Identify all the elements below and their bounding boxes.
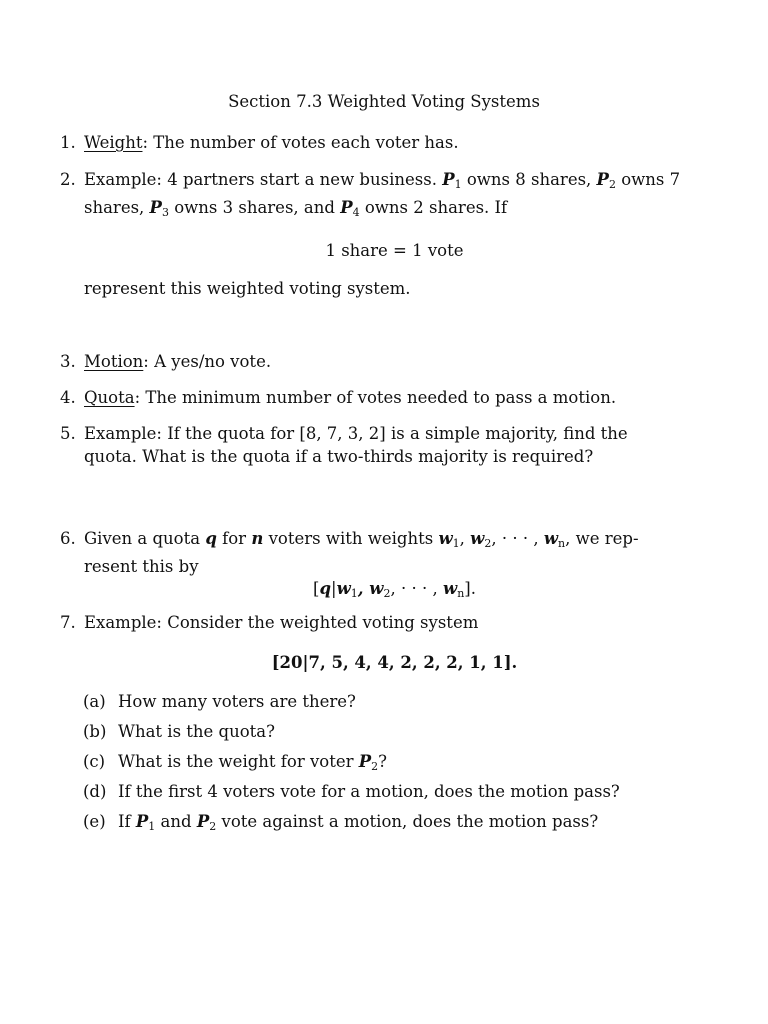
question-d: (d) If the first 4 voters vote for a motion, does the motion pass? (83, 782, 620, 801)
item-5 (60, 422, 705, 468)
item-2 (60, 168, 705, 300)
item-2-tail: represent this weighted voting system. (84, 279, 411, 298)
question-b: (b) What is the quota? (83, 722, 275, 741)
term-motion: Motion (84, 352, 144, 371)
question-a: (a) How many voters are there? (83, 692, 356, 711)
item-5-line-2: quota. What is the quota if a two-thirds majority is required? (84, 447, 594, 466)
item-7 (60, 611, 705, 674)
item-5-line-1: Example: If the quota for [8, 7, 3, 2] is a simple majority, find the (84, 424, 628, 443)
item-7-line-1: Example: Consider the weighted voting system (84, 613, 479, 632)
item-number: 2. (60, 170, 76, 189)
item-6-line-2: resent this by (84, 557, 199, 576)
definition: : The minimum number of votes needed to pass a motion. (134, 388, 617, 407)
term-quota: Quota (84, 388, 135, 407)
item-2-text: Example: 4 partners start a new business. $P_1$ owns 8 shares, $P_2$ owns 7 shares, $P_3$ owns 3 shares, and $P_4$ owns 2 shares. If (84, 170, 681, 219)
question-c: (c) What is the weight for voter $P_2$? (83, 752, 388, 773)
item-3 (60, 350, 705, 373)
term-weight: Weight (84, 133, 143, 152)
item-4 (60, 386, 705, 409)
item-number: 4. (60, 388, 76, 407)
general-formula: [$q|w_1$, $w_2$, · · · , $w_n$]. (313, 579, 476, 600)
question-list (83, 690, 723, 840)
section-title: Section 7.3 Weighted Voting Systems (228, 92, 540, 111)
item-number: 7. (60, 613, 76, 632)
item-number: 1. (60, 133, 76, 152)
question-e: (e) If $P_1$ and $P_2$ vote against a motion, does the motion pass? (83, 812, 599, 833)
item-number: 6. (60, 529, 76, 548)
definition: : The number of votes each voter has. (142, 133, 459, 152)
item-6-line-1: Given a quota q for n voters with weights $w_1$, $w_2$, · · · , $w_n$, we rep- (84, 529, 639, 550)
definition: : A yes/no vote. (143, 352, 272, 371)
item-6 (60, 527, 705, 605)
item-1 (60, 131, 705, 154)
item-number: 3. (60, 352, 76, 371)
share-equation: 1 share = 1 vote (325, 241, 464, 260)
example-formula: [20|7, 5, 4, 4, 2, 2, 2, 1, 1]. (271, 653, 518, 672)
item-number: 5. (60, 424, 76, 443)
